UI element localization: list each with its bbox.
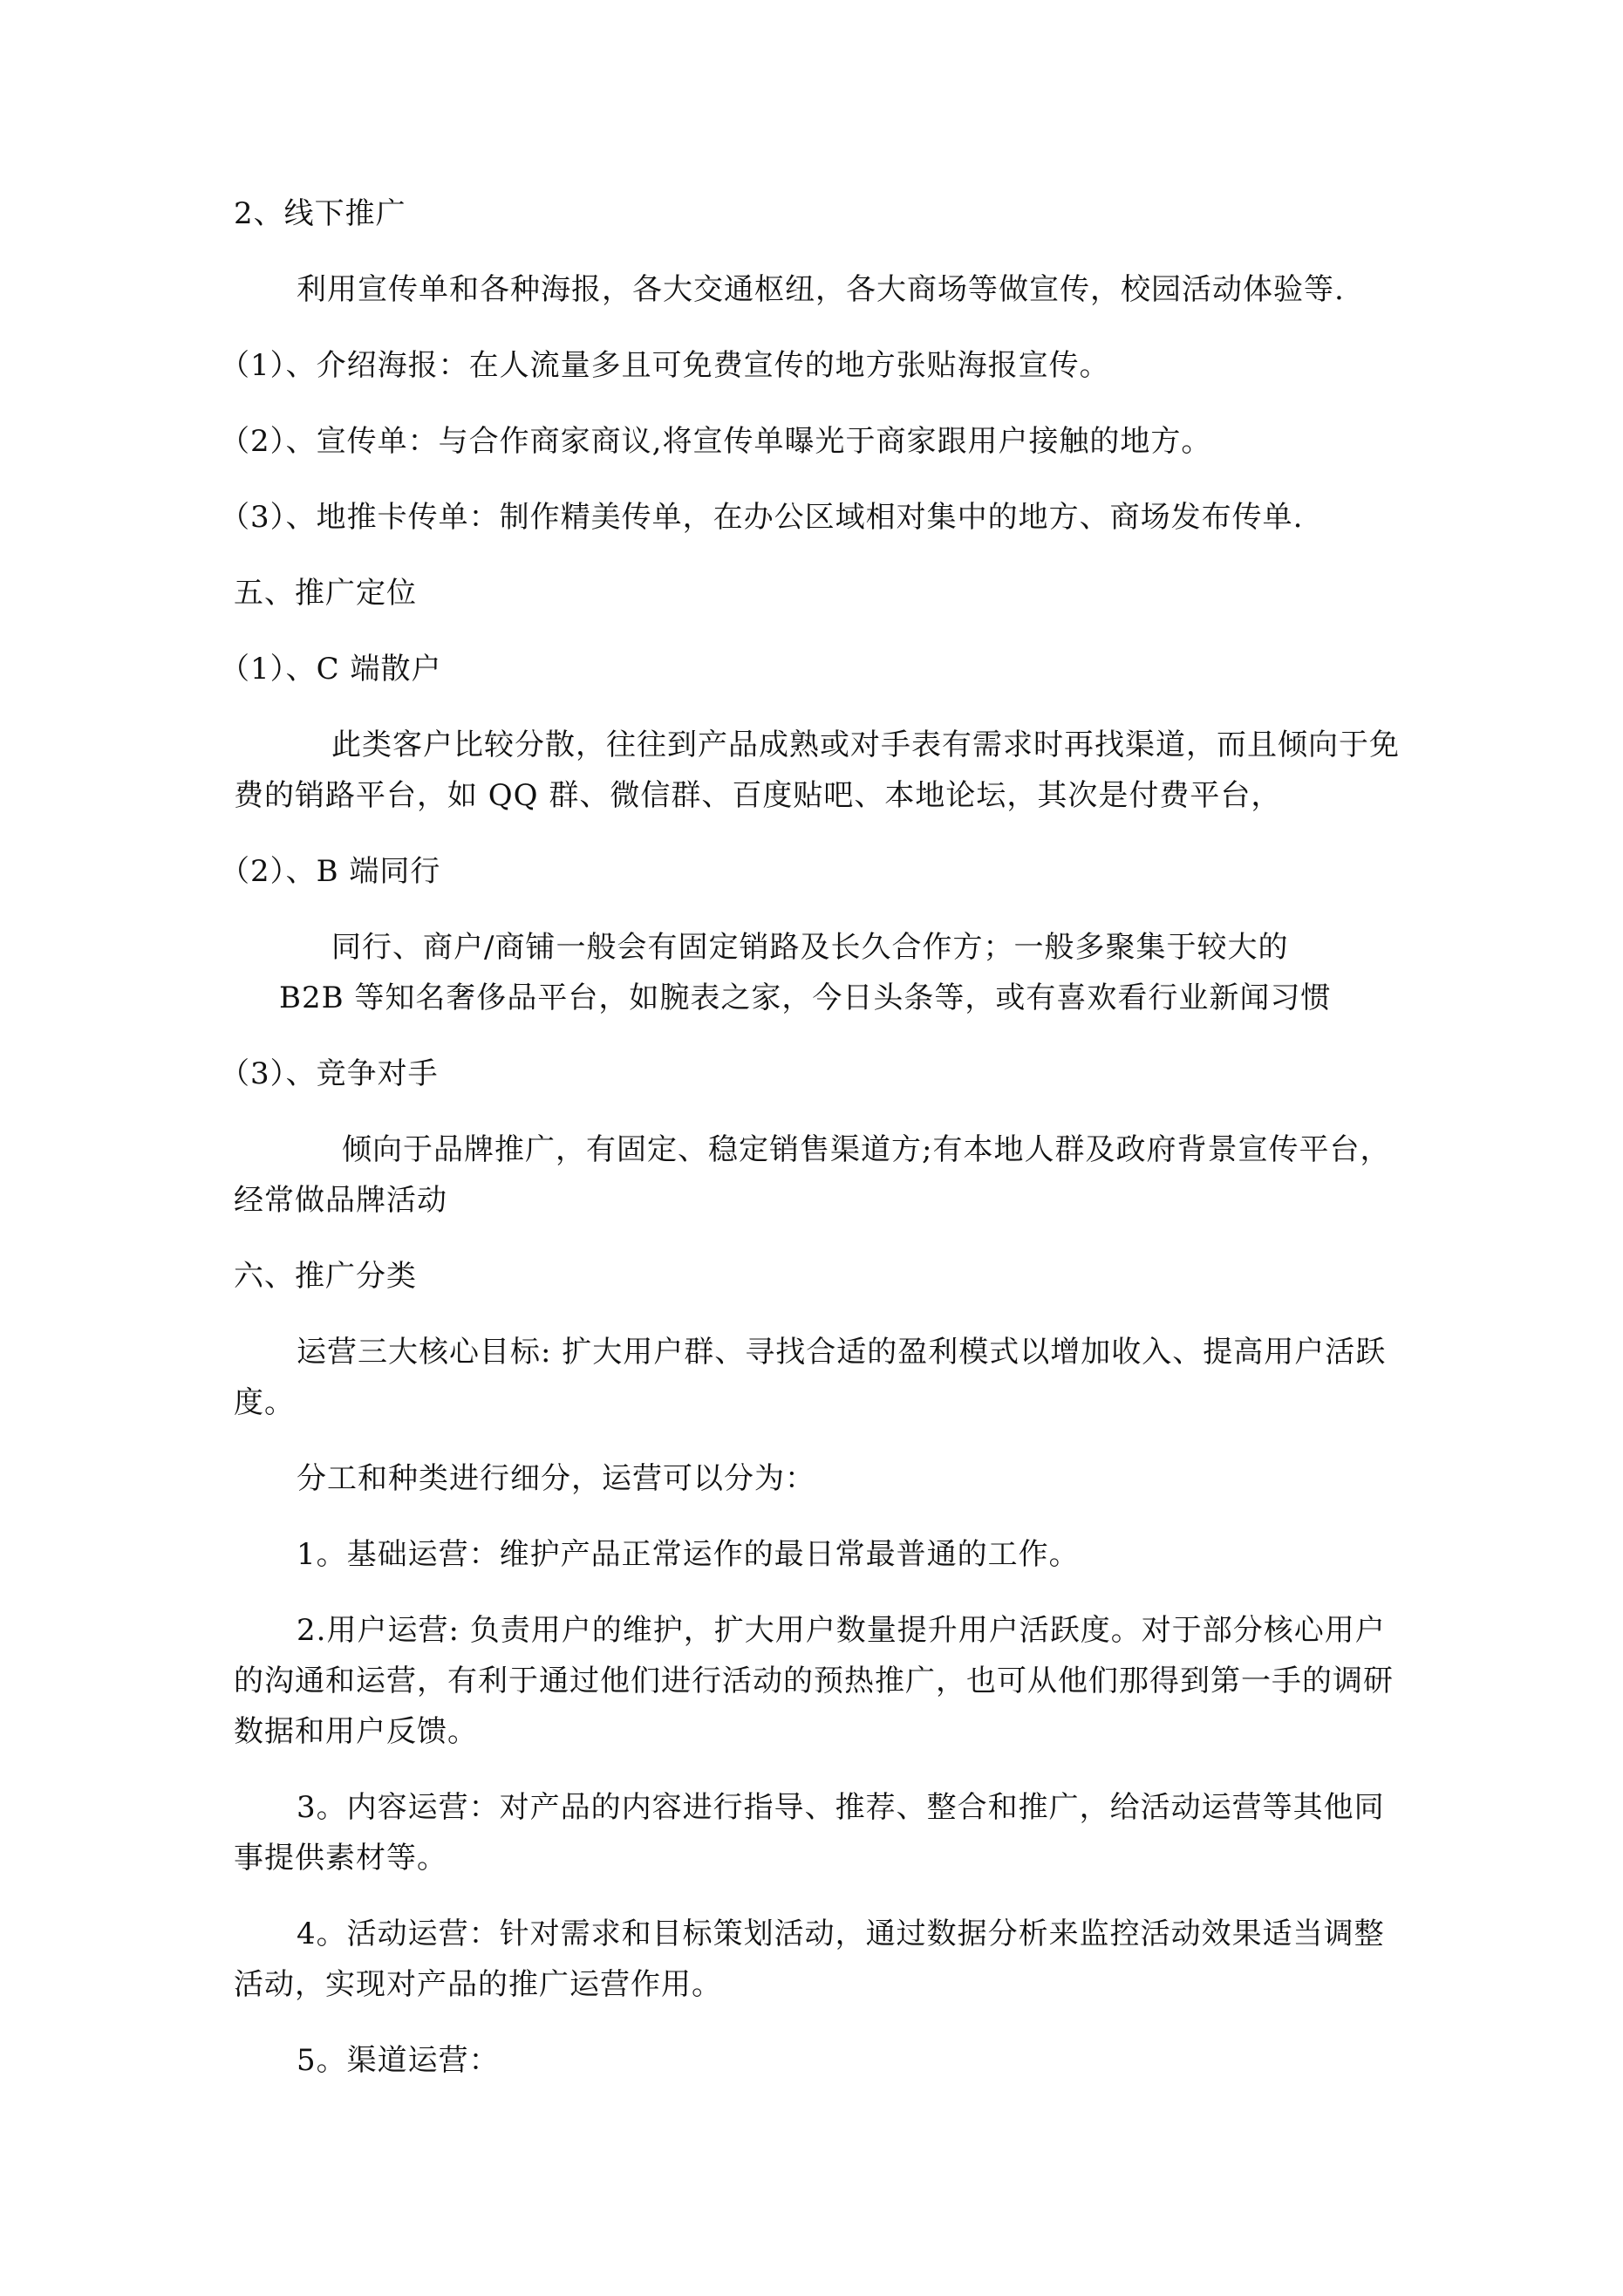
subheading-competitors: （3）、竞争对手 <box>220 1056 439 1091</box>
list-item-content-operations-line-1: 3。内容运营：对产品的内容进行指导、推荐、整合和推广，给活动运营等其他同 <box>297 1790 1385 1825</box>
list-item-channel-operations: 5。渠道运营： <box>297 2043 500 2078</box>
heading-promotion-positioning: 五、推广定位 <box>234 576 417 611</box>
paragraph-core-goals-line-2: 度。 <box>234 1385 295 1420</box>
list-item-user-operations-line-2: 的沟通和运营，有利于通过他们进行活动的预热推广，也可从他们那得到第一手的调研 <box>234 1664 1394 1698</box>
list-item-basic-operations: 1。基础运营：维护产品正常运作的最日常最普通的工作。 <box>297 1537 1080 1572</box>
paragraph-division-intro: 分工和种类进行细分，运营可以分为： <box>297 1461 815 1496</box>
list-item-flyer: （2）、宣传单：与合作商家商议,将宣传单曝光于商家跟用户接触的地方。 <box>220 424 1212 459</box>
list-item-user-operations-line-3: 数据和用户反馈。 <box>234 1714 478 1749</box>
paragraph-competitors-line-1: 倾向于品牌推广，有固定、稳定销售渠道方;有本地人群及政府背景宣传平台， <box>342 1132 1391 1167</box>
paragraph-competitors-line-2: 经常做品牌活动 <box>234 1183 447 1218</box>
list-item-content-operations-line-2: 事提供素材等。 <box>234 1841 447 1876</box>
paragraph-offline-intro: 利用宣传单和各种海报，各大交通枢纽，各大商场等做宣传，校园活动体验等. <box>297 272 1345 307</box>
paragraph-c-retail-line-2: 费的销路平台，如 QQ 群、微信群、百度贴吧、本地论坛，其次是付费平台， <box>234 778 1282 813</box>
heading-offline-promotion: 2、线下推广 <box>234 196 406 231</box>
list-item-poster: （1）、介绍海报：在人流量多且可免费宣传的地方张贴海报宣传。 <box>220 348 1110 383</box>
heading-promotion-classification: 六、推广分类 <box>234 1259 417 1294</box>
list-item-user-operations-line-1: 2.用户运营: 负责用户的维护，扩大用户数量提升用户活跃度。对于部分核心用户 <box>297 1613 1386 1648</box>
paragraph-core-goals-line-1: 运营三大核心目标: 扩大用户群、寻找合适的盈利模式以增加收入、提高用户活跃 <box>297 1335 1387 1370</box>
list-item-ground-flyer: （3）、地推卡传单：制作精美传单，在办公区域相对集中的地方、商场发布传单. <box>220 500 1304 535</box>
paragraph-b-peers-line-2: B2B 等知名奢侈品平台，如腕表之家，今日头条等，或有喜欢看行业新闻习惯 <box>279 981 1332 1015</box>
list-item-activity-operations-line-1: 4。活动运营：针对需求和目标策划活动，通过数据分析来监控活动效果适当调整 <box>297 1917 1385 1951</box>
subheading-b-peers: （2）、B 端同行 <box>220 854 441 889</box>
paragraph-c-retail-line-1: 此类客户比较分散，往往到产品成熟或对手表有需求时再找渠道，而且倾向于免 <box>331 728 1400 762</box>
subheading-c-retail: （1）、C 端散户 <box>220 652 442 687</box>
paragraph-b-peers-line-1: 同行、商户/商铺一般会有固定销路及长久合作方；一般多聚集于较大的 <box>331 930 1289 965</box>
list-item-activity-operations-line-2: 活动，实现对产品的推广运营作用。 <box>234 1967 722 2002</box>
